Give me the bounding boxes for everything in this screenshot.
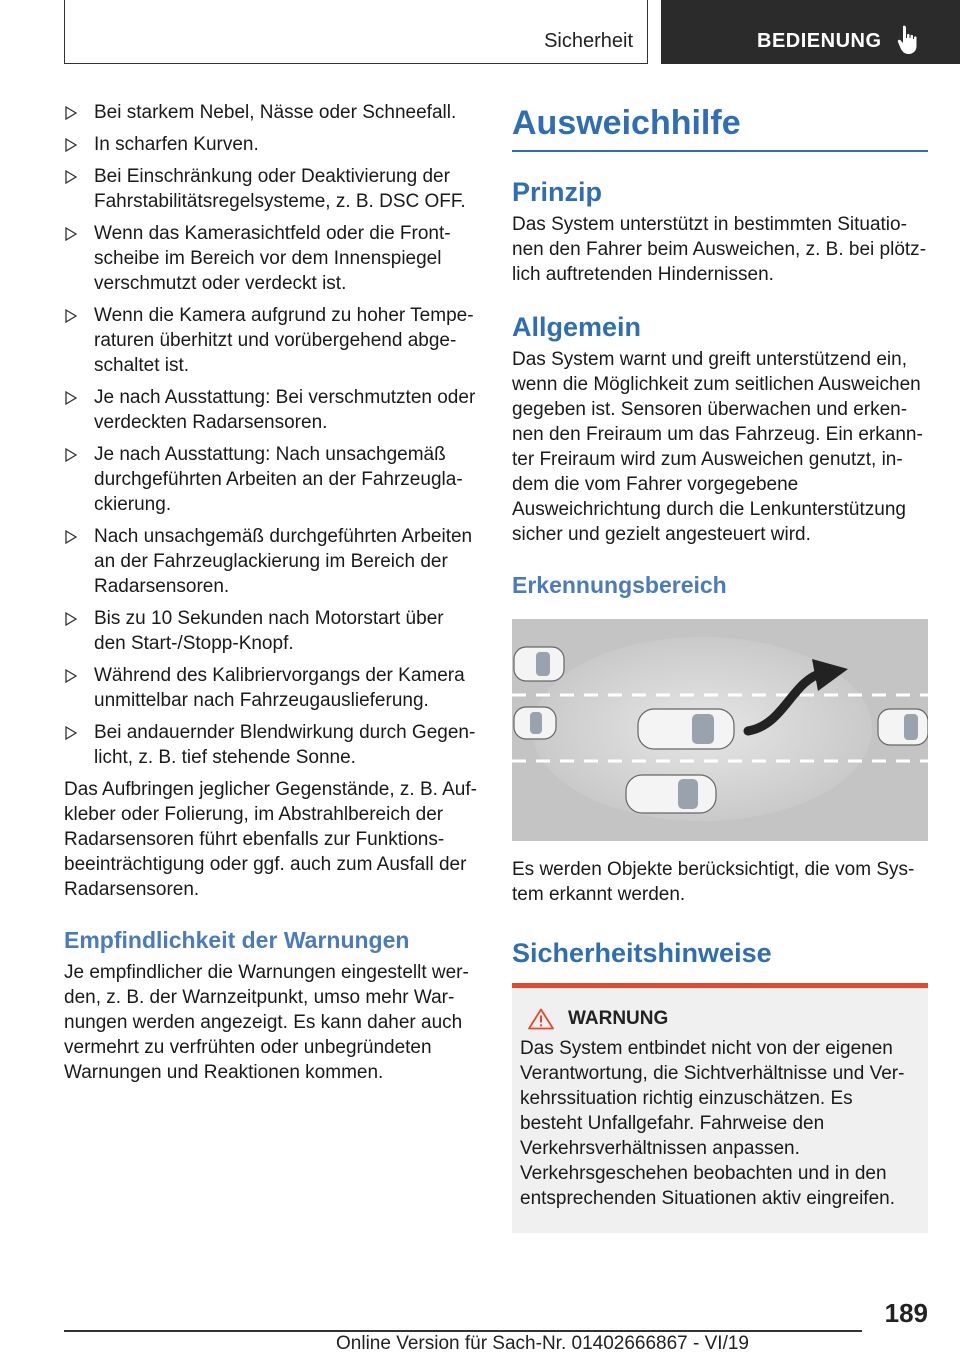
principle-paragraph: Das System unterstützt in bestimmten Situationen den Fahrer beim Ausweichen, z. B. bei plötzlich auftretenden Hindernissen. bbox=[512, 214, 927, 285]
triangle-bullet-icon bbox=[64, 612, 78, 626]
header-section-title: Sicherheit bbox=[544, 30, 633, 52]
list-item: Nach unsachgemäß durchgeführten Arbeiten an der Fahrzeuglackierung im Bereich der Radarsensoren. bbox=[64, 524, 478, 599]
triangle-bullet-icon bbox=[64, 530, 78, 544]
header-chapter-box bbox=[661, 0, 960, 64]
pointing-hand-icon bbox=[897, 24, 923, 56]
right-column bbox=[512, 100, 928, 1233]
footer-version-text: Online Version für Sach-Nr. 01402666867 - VI/19 bbox=[336, 1333, 749, 1354]
warning-header bbox=[528, 1008, 920, 1030]
detection-heading: Erkennungsbereich bbox=[512, 572, 727, 598]
detection-range-illustration bbox=[512, 619, 928, 841]
header-chapter-title: BEDIENUNG bbox=[757, 30, 882, 52]
road-scene-graphic bbox=[512, 619, 928, 841]
warning-text: Das System entbindet nicht von der eigenen Verantwortung, die Sichtverhältnisse und Verkehrssituation richtig einzuschätzen. Es besteht Unfallgefahr. Fahrweise den Verkehrsverhältnissen anpassen. Verkehrsgeschehen beobachten und in den entsprechenden Situationen aktiv eingreifen. bbox=[520, 1038, 905, 1209]
principle-heading: Prinzip bbox=[512, 177, 603, 207]
sensitivity-paragraph: Je empfindlicher die Warnungen eingestellt werden, z. B. der Warnzeitpunkt, umso mehr Warnungen werden angezeigt. Es kann daher auch vermehrt zu verfrühten oder unbegründeten Warnungen und Reaktionen kommen. bbox=[64, 962, 469, 1083]
list-item: Bei starkem Nebel, Nässe oder Schneefall. bbox=[64, 100, 478, 125]
triangle-bullet-icon bbox=[64, 669, 78, 683]
safety-heading: Sicherheitshinweise bbox=[512, 937, 928, 988]
warning-triangle-icon bbox=[528, 1008, 554, 1030]
triangle-bullet-icon bbox=[64, 391, 78, 405]
triangle-bullet-icon bbox=[64, 106, 78, 120]
triangle-bullet-icon bbox=[64, 726, 78, 740]
warning-label: WARNUNG bbox=[568, 1008, 669, 1029]
sensitivity-heading: Empfindlichkeit der Warnungen bbox=[64, 927, 410, 953]
triangle-bullet-icon bbox=[64, 309, 78, 323]
triangle-bullet-icon bbox=[64, 227, 78, 241]
limitations-list bbox=[64, 100, 478, 770]
triangle-bullet-icon bbox=[64, 448, 78, 462]
list-item: Wenn die Kamera aufgrund zu hoher Temperaturen überhitzt und vorübergehend abgeschaltet ist. bbox=[64, 303, 478, 378]
triangle-bullet-icon bbox=[64, 138, 78, 152]
list-item: In scharfen Kurven. bbox=[64, 132, 478, 157]
triangle-bullet-icon bbox=[64, 170, 78, 184]
figure-caption: Es werden Objekte berücksichtigt, die vom System erkannt werden. bbox=[512, 859, 915, 905]
general-paragraph: Das System warnt und greift unterstützend ein, wenn die Möglichkeit zum seitlichen Ausweichen gegeben ist. Sensoren überwachen und erkennen den Freiraum um das Fahrzeug. Ein erkannter Freiraum wird zum Ausweichen genutzt, indem die vom Fahrer vorgegebene Ausweichrichtung durch die Lenkunterstützung sicher und gezielt angesteuert wird. bbox=[512, 349, 923, 545]
list-item: Je nach Ausstattung: Bei verschmutzten oder verdeckten Radarsensoren. bbox=[64, 385, 478, 435]
footer-divider bbox=[64, 1330, 862, 1332]
page-title: Ausweichhilfe bbox=[512, 100, 928, 152]
radar-sticker-paragraph: Das Aufbringen jeglicher Gegenstände, z. B. Aufkleber oder Folierung, im Abstrahlbereich der Radarsensoren führt ebenfalls zur Funktionsbeeinträchtigung oder ggf. auch zum Ausfall der Radarsensoren. bbox=[64, 779, 477, 900]
header-section-box bbox=[64, 0, 648, 64]
list-item: Je nach Ausstattung: Nach unsachgemäß durchgeführten Arbeiten an der Fahrzeuglackierung. bbox=[64, 442, 478, 517]
list-item: Bei Einschränkung oder Deaktivierung der Fahrstabilitätsregelsysteme, z. B. DSC OFF. bbox=[64, 164, 478, 214]
list-item: Bei andauernder Blendwirkung durch Gegenlicht, z. B. tief stehende Sonne. bbox=[64, 720, 478, 770]
general-heading: Allgemein bbox=[512, 312, 642, 342]
list-item: Während des Kalibriervorgangs der Kamera unmittelbar nach Fahrzeugauslieferung. bbox=[64, 663, 478, 713]
left-column bbox=[64, 100, 478, 1085]
warning-box bbox=[512, 988, 928, 1233]
page-number: 189 bbox=[884, 1298, 928, 1328]
list-item: Wenn das Kamerasichtfeld oder die Frontscheibe im Bereich vor dem Innenspiegel verschmutzt oder verdeckt ist. bbox=[64, 221, 478, 296]
list-item: Bis zu 10 Sekunden nach Motorstart über den Start-/Stopp-Knopf. bbox=[64, 606, 478, 656]
